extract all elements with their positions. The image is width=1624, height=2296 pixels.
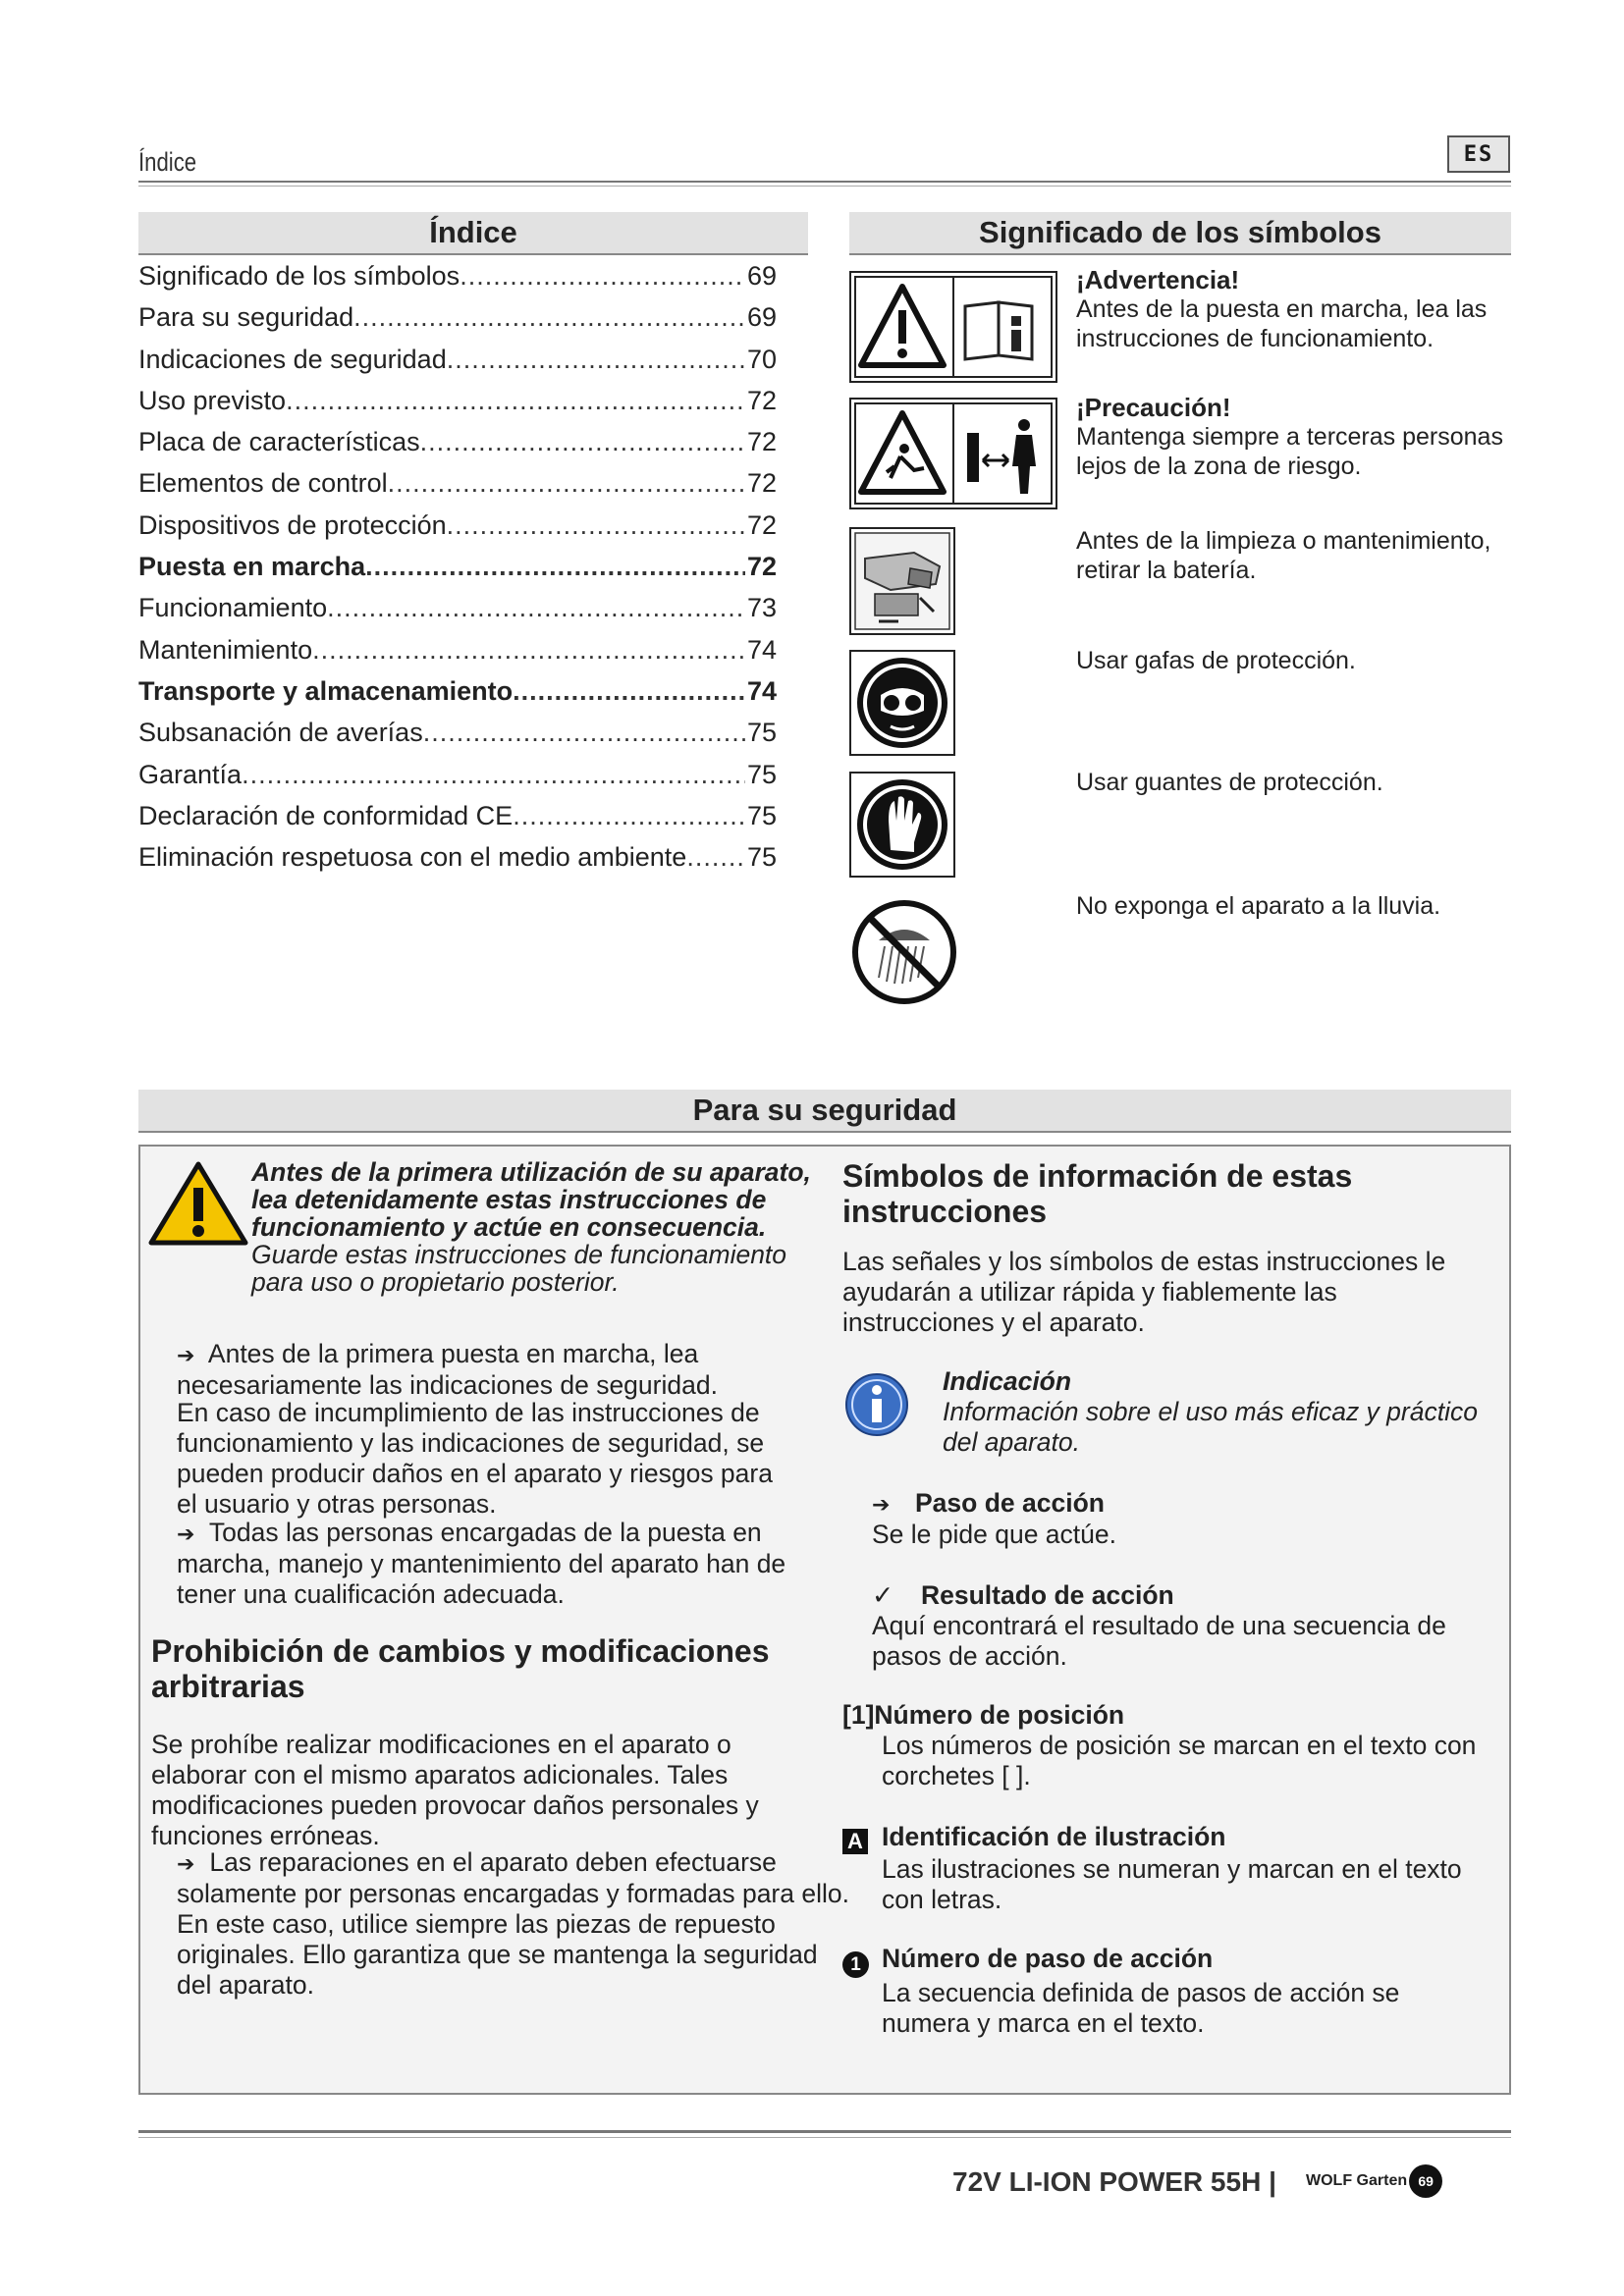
- no-rain-icon: [849, 897, 959, 1007]
- toc-item-page: 72: [746, 552, 777, 582]
- warning-text: [1076, 265, 1518, 353]
- intro-text: [251, 1158, 811, 1296]
- toc-item-label: Significado de los símbolos: [138, 261, 460, 291]
- symbols-heading: Significado de los símbolos: [849, 212, 1511, 255]
- step-number-text: La secuencia definida de pasos de acción se numera y marca en el texto.: [882, 1978, 1400, 2038]
- bullet-read-safety-text: Antes de la primera puesta en marcha, lea necesariamente las indicaciones de seguridad.: [177, 1339, 718, 1400]
- toc-item[interactable]: [138, 801, 777, 842]
- caution-description: Mantenga siempre a terceras personas lejos de la zona de riesgo.: [1076, 423, 1503, 480]
- toc-item-label: Declaración de conformidad CE: [138, 800, 514, 830]
- header-divider: [138, 181, 1511, 183]
- toc-item-label: Subsanación de averías: [138, 718, 423, 748]
- toc-item-page: 75: [746, 842, 777, 873]
- toc-item[interactable]: [138, 635, 777, 676]
- intro-italic: Guarde estas instrucciones de funcionamiento para uso o propietario posterior.: [251, 1240, 787, 1297]
- toc-item-label: Placa de características: [138, 427, 420, 457]
- toc-item[interactable]: [138, 302, 777, 344]
- prohibition-text: Se prohíbe realizar modificaciones en el aparato o elaborar con el mismo aparatos adicionales. Tales modificaciones pueden provocar daños personales y funciones erróneas.: [151, 1730, 759, 1850]
- toc-item-page: 69: [746, 261, 777, 291]
- product-name: 72V LI-ION POWER 55H |: [952, 2166, 1276, 2197]
- brand-logo: [1306, 2164, 1442, 2198]
- checkmark-icon: ✓: [872, 1580, 894, 1610]
- toc-leader-dots: [447, 345, 745, 375]
- toc-leader-dots: [513, 676, 745, 707]
- toc-item[interactable]: [138, 718, 777, 759]
- toc-item-page: 74: [746, 675, 777, 706]
- position-text: Los números de posición se marcan en el texto con corchetes [ ].: [882, 1731, 1477, 1790]
- toc-item[interactable]: [138, 427, 777, 468]
- intro-bold: Antes de la primera utilización de su aparato, lea detenidamente estas instrucciones de funcionamiento y actúe en consecuencia.: [251, 1157, 811, 1242]
- result-title: Resultado de acción: [921, 1580, 1174, 1610]
- warning-read-manual-symbol: [849, 271, 1057, 383]
- toc-item-page: 72: [746, 509, 777, 540]
- page-header-title: Índice: [138, 147, 197, 177]
- language-badge: ES: [1447, 135, 1510, 173]
- safety-goggles-icon: [851, 652, 953, 754]
- caution-text: [1076, 393, 1518, 481]
- footer-divider-thin: [138, 2137, 1511, 2138]
- bullet-qualification: [177, 1518, 844, 1610]
- step-number-marker: 1: [842, 1951, 869, 1978]
- toc-item-label: Mantenimiento: [138, 634, 313, 665]
- header-divider-thin: [138, 186, 1511, 187]
- prohibition-heading: Prohibición de cambios y modificaciones arbitrarias: [151, 1633, 770, 1704]
- note-title: Indicación: [943, 1366, 1072, 1396]
- bullet-qualification-text: Todas las personas encargadas de la puesta en marcha, manejo y mantenimiento del aparato han de tener una cualificación adecuada.: [177, 1518, 786, 1609]
- rain-description: No exponga el aparato a la lluvia.: [1076, 892, 1441, 920]
- toc-item-page: 72: [746, 427, 777, 457]
- toc-leader-dots: [286, 386, 745, 416]
- toc-leader-dots: [513, 801, 745, 831]
- step-number-title: Número de paso de acción: [882, 1944, 1214, 1973]
- toc-item-page: 69: [746, 302, 777, 333]
- goggles-symbol: [849, 650, 955, 756]
- toc-leader-dots: [365, 552, 745, 582]
- arrow-icon: ➔: [872, 1492, 891, 1517]
- toc-leader-dots: [242, 760, 745, 790]
- toc-item[interactable]: [138, 345, 777, 386]
- goggles-description: Usar gafas de protección.: [1076, 647, 1356, 674]
- toc-item-page: 70: [746, 344, 777, 374]
- illustration-title: Identificación de ilustración: [882, 1822, 1226, 1851]
- toc-leader-dots: [447, 510, 745, 541]
- toc-item-label: Elementos de control: [138, 468, 388, 499]
- table-of-contents: [138, 261, 777, 883]
- toc-item-label: Eliminación respetuosa con el medio ambiente: [138, 842, 687, 873]
- toc-item[interactable]: [138, 593, 777, 634]
- toc-item-page: 72: [746, 385, 777, 415]
- caution-keep-away-symbol: [849, 398, 1057, 509]
- toc-leader-dots: [423, 718, 745, 748]
- info-symbols-heading: Símbolos de información de estas instrucciones: [842, 1158, 1353, 1229]
- brand-name: WOLF Garten: [1306, 2172, 1408, 2189]
- bullet-read-safety: [177, 1339, 852, 1401]
- toc-item[interactable]: [138, 760, 777, 801]
- toc-leader-dots: [327, 593, 745, 623]
- step-text: Se le pide que actúe.: [872, 1520, 1116, 1549]
- step-title: Paso de acción: [915, 1488, 1105, 1518]
- toc-item[interactable]: [138, 510, 777, 552]
- gloves-description: Usar guantes de protección.: [1076, 769, 1383, 796]
- caution-bystanders-icon: [851, 400, 1056, 507]
- toc-item-label: Uso previsto: [138, 385, 287, 415]
- toc-leader-dots: [460, 261, 745, 292]
- toc-item[interactable]: [138, 468, 777, 509]
- bullet-repairs: [177, 1847, 854, 2001]
- toc-item[interactable]: [138, 552, 777, 593]
- toc-item-page: 75: [746, 718, 777, 748]
- step-block: [872, 1488, 1490, 1550]
- toc-item-label: Para su seguridad: [138, 302, 354, 333]
- toc-item[interactable]: [138, 386, 777, 427]
- toc-item[interactable]: [138, 261, 777, 302]
- info-symbols-text: Las señales y los símbolos de estas instrucciones le ayudarán a utilizar rápida y fiablemente las instrucciones y el aparato.: [842, 1247, 1446, 1337]
- warning-title: ¡Advertencia!: [1076, 265, 1240, 294]
- toc-item-label: Indicaciones de seguridad: [138, 344, 447, 374]
- battery-description: Antes de la limpieza o mantenimiento, retirar la batería.: [1076, 527, 1491, 584]
- arrow-icon: ➔: [177, 1522, 195, 1546]
- toc-item-page: 74: [746, 634, 777, 665]
- toc-item[interactable]: [138, 842, 777, 883]
- toc-item-label: Puesta en marcha: [138, 552, 366, 582]
- toc-item[interactable]: [138, 676, 777, 718]
- arrow-icon: ➔: [177, 1343, 195, 1367]
- position-block: [842, 1700, 1490, 1791]
- position-marker: [1]: [842, 1700, 875, 1730]
- toc-item-page: 73: [746, 593, 777, 623]
- toc-heading: Índice: [138, 212, 808, 255]
- toc-leader-dots: [686, 842, 745, 873]
- toc-item-label: Funcionamiento: [138, 593, 328, 623]
- toc-leader-dots: [420, 427, 745, 457]
- protective-gloves-icon: [851, 774, 953, 876]
- toc-item-page: 75: [746, 759, 777, 789]
- result-block: [872, 1580, 1490, 1672]
- toc-leader-dots: [353, 302, 745, 333]
- step-number-block: [842, 1944, 1490, 2039]
- toc-item-page: 75: [746, 800, 777, 830]
- remove-battery-symbol: [849, 527, 955, 635]
- toc-leader-dots: [388, 468, 745, 499]
- warning-triangle-manual-icon: [851, 273, 1056, 381]
- toc-item-page: 72: [746, 468, 777, 499]
- warning-description: Antes de la puesta en marcha, lea las instrucciones de funcionamiento.: [1076, 295, 1488, 352]
- result-text: Aquí encontrará el resultado de una secuencia de pasos de acción.: [872, 1611, 1446, 1671]
- noncompliance-text: En caso de incumplimiento de las instrucciones de funcionamiento y las indicaciones de seguridad, se pueden producir daños en el aparato y riesgos para el usuario y otras personas.: [177, 1398, 773, 1519]
- info-icon: [844, 1372, 909, 1437]
- position-title: Número de posición: [874, 1700, 1125, 1730]
- note-text: Información sobre el uso más eficaz y práctico del aparato.: [943, 1397, 1478, 1457]
- toc-leader-dots: [312, 635, 745, 666]
- illustration-marker: A: [842, 1829, 868, 1854]
- warning-triangle-icon: [147, 1160, 249, 1247]
- arrow-icon: ➔: [177, 1851, 195, 1876]
- illustration-text: Las ilustraciones se numeran y marcan en el texto con letras.: [882, 1854, 1462, 1914]
- gloves-symbol: [849, 772, 955, 878]
- illustration-block: [842, 1822, 1490, 1915]
- caution-title: ¡Precaución!: [1076, 393, 1231, 422]
- note-block: [943, 1366, 1492, 1458]
- toc-item-label: Dispositivos de protección: [138, 509, 447, 540]
- page-number-badge: 69: [1409, 2164, 1442, 2198]
- no-rain-symbol: [849, 897, 959, 1007]
- footer-divider: [138, 2130, 1511, 2133]
- bullet-repairs-text: Las reparaciones en el aparato deben efectuarse solamente por personas encargadas y formadas para ello. En este caso, utilice siempre las piezas de repuesto originales. Ello garantiza que se mantenga la seguridad del aparato.: [177, 1847, 849, 2000]
- safety-heading: Para su seguridad: [138, 1090, 1511, 1133]
- toc-item-label: Garantía: [138, 759, 243, 789]
- battery-removal-icon: [851, 529, 953, 633]
- toc-item-label: Transporte y almacenamiento: [138, 675, 514, 706]
